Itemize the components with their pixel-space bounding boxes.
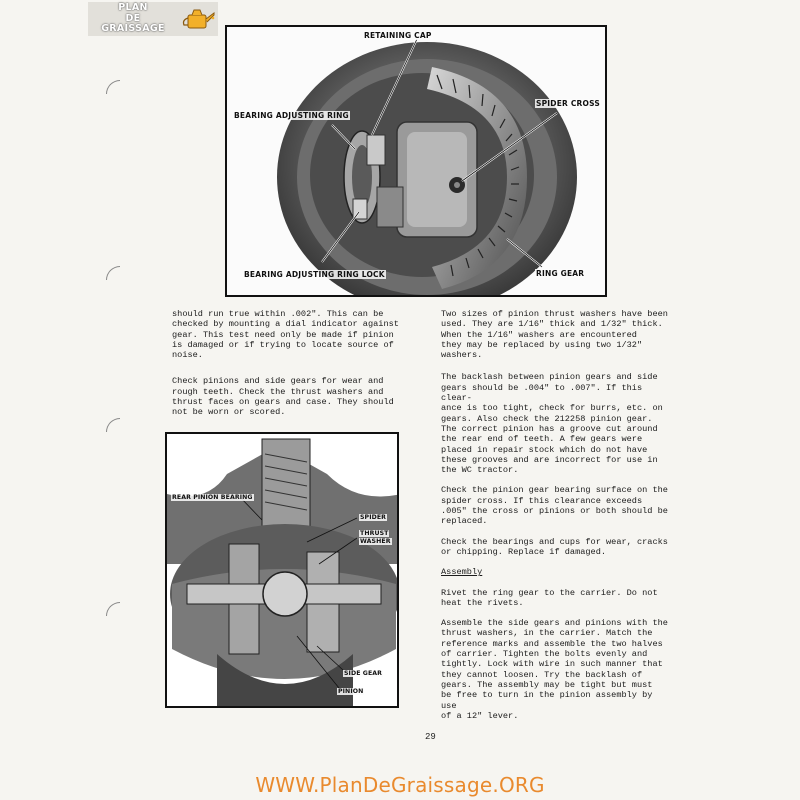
text-line: they cannot loosen. Try the backlash of (441, 669, 643, 680)
label-retaining-cap: RETAINING CAP (364, 31, 432, 40)
text-line: these grooves and are incorrect for use in (441, 454, 658, 465)
text-line: of carrier. Tighten the bolts evenly and (441, 649, 648, 660)
text-line: should run true within .002". This can be (172, 309, 384, 319)
section-heading-assembly: Assembly (441, 567, 483, 578)
label-thrust: THRUST (360, 530, 389, 537)
text-line: Check the pinion gear bearing surface on the (441, 485, 668, 496)
text-line: gear. This test need only be made if pinion (172, 329, 394, 340)
text-line: Check the bearings and cups for wear, cracks (441, 536, 668, 547)
page-number: 29 (425, 732, 436, 742)
paragraph (441, 588, 673, 609)
text-line: thrust washers, in the carrier. Match the (441, 628, 653, 639)
logo-line-3: GRAISSAGE (101, 23, 165, 34)
text-line: heat the rivets. (441, 597, 524, 608)
text-line: gears. The assembly may be tight but must (441, 679, 653, 690)
paragraph (441, 485, 673, 526)
label-spider-cross: SPIDER CROSS (536, 99, 600, 108)
label-ring-gear: RING GEAR (536, 269, 585, 278)
paragraph (172, 309, 407, 360)
paragraph (441, 618, 673, 721)
text-line: be free to turn in the pinion assembly by use (441, 690, 653, 711)
logo-text (92, 3, 174, 35)
plan-de-graissage-logo (88, 2, 218, 36)
text-line: not be worn or scored. (172, 407, 286, 418)
differential-photo (225, 25, 607, 297)
paragraph (441, 309, 673, 360)
text-line: reference marks and assemble the two halves (441, 638, 663, 649)
text-line: washers. (441, 350, 483, 361)
label-washer: WASHER (360, 538, 391, 545)
text-line: When the 1/16" washers are encountered (441, 329, 637, 340)
text-line: gears. Also check the 212258 pinion gear. (441, 413, 653, 424)
label-bearing-adjusting-ring-lock: BEARING ADJUSTING RING LOCK (244, 270, 385, 279)
label-side-gear: SIDE GEAR (344, 670, 383, 677)
text-line: or chipping. Replace if damaged. (441, 546, 607, 557)
text-line: Rivet the ring gear to the carrier. Do not (441, 587, 658, 598)
text-line: the WC tractor. (441, 465, 519, 476)
label-rear-pinion-bearing: REAR PINION BEARING (172, 494, 253, 501)
oil-can-icon (180, 5, 216, 33)
logo-line-1: PLAN (118, 2, 148, 13)
logo-line-2: DE (125, 12, 141, 24)
margin-mark (106, 602, 120, 616)
text-column-left (172, 309, 407, 418)
label-pinion: PINION (338, 688, 364, 695)
text-line: Check pinions and side gears for wear and (172, 376, 384, 387)
paragraph (441, 372, 673, 475)
differential-cutaway-photo (165, 432, 399, 708)
cutaway-photo-drawing (167, 434, 399, 708)
text-line: checked by mounting a dial indicator against (172, 319, 399, 330)
label-spider: SPIDER (360, 514, 387, 521)
text-line: ance is too tight, check for burrs, etc. on (441, 403, 663, 414)
paragraph (172, 376, 407, 417)
text-line: .005" the cross or pinions or both should be (441, 506, 668, 517)
label-bearing-adjusting-ring: BEARING ADJUSTING RING (234, 111, 349, 120)
footer-website-link[interactable]: WWW.PlanDeGraissage.ORG (255, 773, 545, 797)
differential-photo-drawing (227, 27, 607, 297)
text-line: Assemble the side gears and pinions with the (441, 618, 668, 629)
text-line: the rear end of teeth. A few gears were (441, 434, 643, 445)
paragraph (441, 537, 673, 558)
text-line: tightly. Lock with wire in such manner that (441, 659, 663, 670)
text-line: The backlash between pinion gears and side (441, 372, 658, 383)
text-line: is damaged or if trying to locate source of (172, 339, 394, 350)
text-line: Two sizes of pinion thrust washers have been (441, 309, 668, 319)
text-column-right (441, 309, 673, 721)
text-line: rough teeth. Check the thrust washers and (172, 386, 384, 397)
margin-mark (106, 80, 120, 94)
text-line: gears should be .004" to .007". If this clear- (441, 382, 643, 404)
text-line: spider cross. If this clearance exceeds (441, 495, 643, 506)
text-line: used. They are 1/16" thick and 1/32" thick. (441, 319, 663, 330)
margin-mark (106, 418, 120, 432)
text-line: they may be replaced by using two 1/32" (441, 339, 643, 350)
text-line: placed in repair stock which do not have (441, 444, 648, 455)
text-line: thrust faces on gears and case. They should (172, 397, 394, 408)
margin-mark (106, 266, 120, 280)
text-line: noise. (172, 350, 203, 361)
text-line: replaced. (441, 516, 488, 527)
text-line: The correct pinion has a groove cut around (441, 423, 658, 434)
text-line: of a 12" lever. (441, 710, 519, 721)
